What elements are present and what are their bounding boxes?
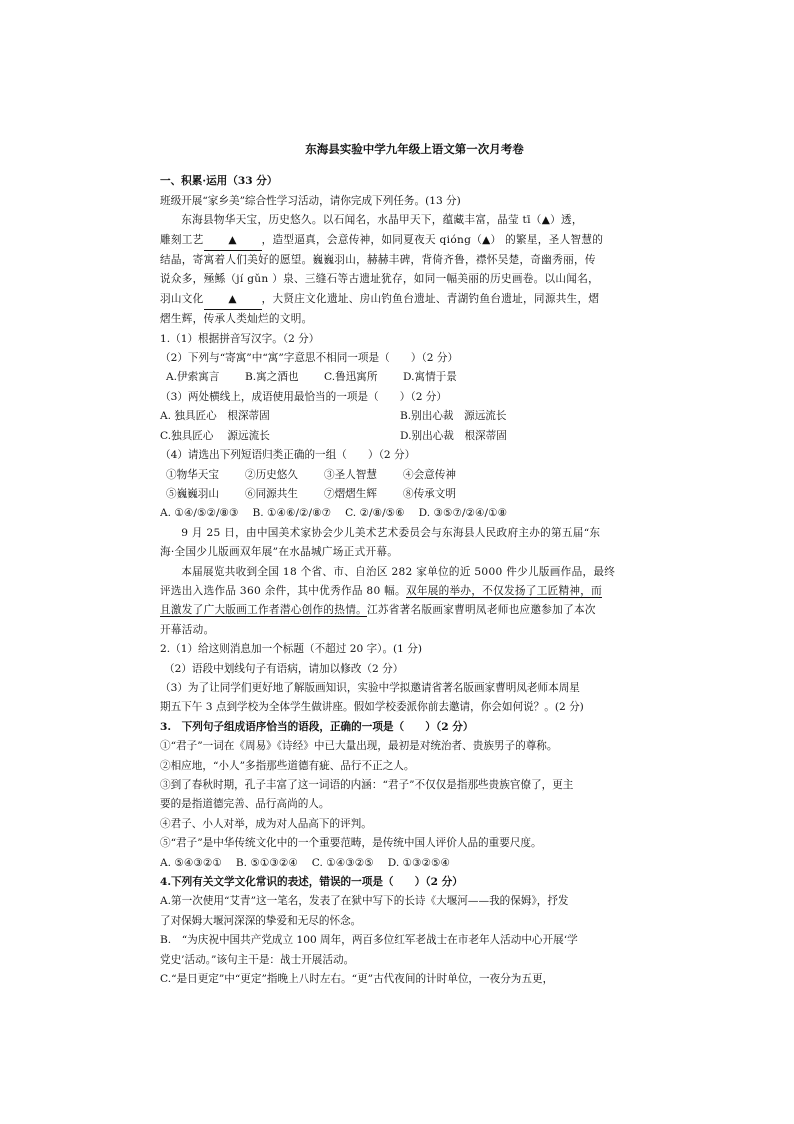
option-a: A. 独具匠心 根深蒂固: [160, 410, 270, 423]
question-3-stem: 3. 下列句子组成语序恰当的语段，正确的一项是（ ）（2 分）: [160, 720, 474, 733]
news-line: 本届展览共收到全国 18 个省、市、自治区 282 家单位的近 5000 件少儿版画作品，最终: [181, 565, 616, 578]
passage-text: 羽山文化: [160, 292, 204, 305]
question-1-3-options-row: [160, 427, 669, 446]
underlined-sentence: 双年展的举办，不仅发扬了工匠精神，而: [405, 584, 603, 597]
option-b: B.别出心裁 源远流长: [400, 410, 507, 423]
question-1-1: 1.（1）根据拼音写汉字。（2 分）: [160, 332, 320, 345]
passage-line: [160, 290, 669, 310]
news-text: 评选出入选作品 360 余件，其中优秀作品 80 幅。: [160, 584, 406, 597]
option-a: A.第一次使用“艾青”这一笔名，发表了在狱中写下的长诗《大堰河——我的保姆》，抒发: [160, 895, 569, 908]
question-1-3-options-row: [160, 407, 669, 426]
exam-title: 东海县实验中学九年级上语文第一次月考卷: [305, 142, 524, 156]
news-line: [160, 601, 669, 620]
question-2-3: 期五下午 3 点到学校为全体学生做讲座。假如学校委派你前去邀请，你会如何说？。(2 分): [160, 701, 584, 714]
option-c: C.独具匠心 源远流长: [160, 429, 270, 442]
question-1-2-options: [160, 368, 669, 387]
news-line: 开幕活动。: [160, 623, 215, 636]
news-line: [160, 582, 669, 601]
question-1-4: （4）请选出下列短语归类正确的一组（ ）（2 分）: [160, 449, 416, 462]
question-1-2: （2）下列与“寄寓”中“寓”字意思不相同一项是（ ）（2 分）: [160, 352, 459, 365]
section-intro: 班级开展“家乡美”综合性学习活动，请你完成下列任务。(13 分): [160, 194, 461, 207]
news-line: 海·全国少儿版画双年展”在水晶城广场正式开幕。: [160, 546, 399, 559]
question-3-options: A. ⑤④③②① B. ⑤①③②④ C. ①④③②⑤ D. ①③②⑤④: [160, 856, 451, 869]
phrase-item: ⑧传承文明: [403, 487, 456, 500]
passage-text: ，造型逼真，会意传神，如同夏夜天 qióng（▲） 的繁星，圣人智慧的: [261, 233, 604, 246]
passage-text: 雕刻工艺: [160, 233, 204, 246]
sentence-2: ②相应地，“小人”多指那些道德有疵、品行不正之人。: [160, 759, 415, 772]
option-a: 了对保姆大堰河深深的挚爱和无尽的怀念。: [160, 914, 362, 927]
option-b: B. “为庆祝中国共产党成立 100 周年，两百多位红军老战士在市老年人活动中心开展‘学: [160, 934, 578, 947]
option-c: C.“是日更定”中“更定”指晚上八时左右。“更”古代夜间的计时单位，一夜分为五更，: [160, 973, 554, 986]
phrase-item: ①物华天宝: [166, 468, 219, 481]
sentence-3: 要的是指道德完善、品行高尚的人。: [160, 798, 330, 811]
question-4-stem: 4.下列有关文学文化常识的表述，错误的一项是（ ）（2 分）: [160, 876, 463, 889]
passage-line: 说众多，殛鲧（jí gǔn ）泉、三缝石等古遗址犹存，如同一幅美丽的历史画卷。以山闻名，: [160, 273, 599, 286]
news-text: 江苏省著名版画家曹明凤老师也应邀参加了本次: [366, 604, 596, 617]
passage-line: 东海县物华天宝，历史悠久。以石闻名，水晶甲天下，蕴藏丰富，晶莹 tī（▲）透，: [181, 214, 583, 227]
option-a: A.伊索寓言: [166, 371, 220, 384]
question-2-3: （3）为了让同学们更好地了解版画知识，实验中学拟邀请省著名版画家曹明凤老师本周星: [160, 681, 580, 694]
phrase-row: [160, 466, 669, 485]
fill-blank: ▲: [204, 290, 262, 310]
passage-line: 结晶，寄寓着人们美好的愿望。巍巍羽山，赫赫丰碑，背倚齐鲁，襟怀吴楚，奇幽秀丽，传: [160, 254, 596, 267]
phrase-item: ⑥同源共生: [245, 487, 298, 500]
section-heading: 一、积累·运用（33 分）: [160, 175, 278, 188]
phrase-item: ②历史悠久: [245, 468, 298, 481]
question-1-3: （3）两处横线上，成语使用最恰当的一项是（ ）（2 分）: [160, 390, 447, 403]
option-b: B.寓之酒也: [245, 371, 299, 384]
question-1-4-options: A. ①④/⑤②/⑧③ B. ①④⑥/②/⑧⑦ C. ②/⑧/⑤⑥ D. ③⑤⑦/②④/①⑧: [160, 507, 508, 520]
sentence-3: ③到了春秋时期，孔子丰富了这一词语的内涵：“君子”不仅仅是指那些贵族官僚了，更主: [160, 779, 574, 791]
fill-blank: ▲: [204, 231, 262, 251]
sentence-1: ①“君子”一词在《周易》《诗经》中已大量出现，最初是对统治者、贵族男子的尊称。: [160, 740, 558, 753]
phrase-item: ⑤巍巍羽山: [166, 487, 219, 500]
option-d: D.别出心裁 根深蒂固: [400, 429, 507, 442]
phrase-item: ③圣人智慧: [324, 468, 377, 481]
option-c: C.鲁迅寓所: [324, 371, 378, 384]
news-line: 9 月 25 日，由中国美术家协会少儿美术艺术委员会与东海县人民政府主办的第五届“东: [181, 526, 601, 539]
sentence-5: ⑤“君子”是中华传统文化中的一个重要范畴，是传统中国人评价人品的重要尺度。: [160, 837, 542, 850]
option-b: 党史’活动。”该句主干是：战士开展活动。: [160, 953, 355, 966]
phrase-row: [160, 485, 669, 504]
question-2-2: （2）语段中划线句子有语病，请加以修改（2 分）: [164, 662, 404, 675]
passage-line: 熠生辉，传承人类灿烂的文明。: [160, 313, 313, 326]
passage-text: ，大贤庄文化遗址、房山钓鱼台遗址、青湖钓鱼台遗址，同源共生，熠: [261, 292, 600, 305]
phrase-item: ⑦熠熠生辉: [324, 487, 377, 500]
underlined-sentence: 且激发了广大版画工作者潜心创作的热情。: [160, 604, 367, 617]
passage-line: [160, 231, 669, 251]
question-2-1: 2.（1）给这则消息加一个标题（不超过 20 字）。(1 分): [160, 643, 423, 656]
option-d: D.寓情于景: [403, 371, 457, 384]
sentence-4: ④君子、小人对举，成为对人品高下的评判。: [160, 817, 372, 830]
phrase-item: ④会意传神: [403, 468, 456, 481]
